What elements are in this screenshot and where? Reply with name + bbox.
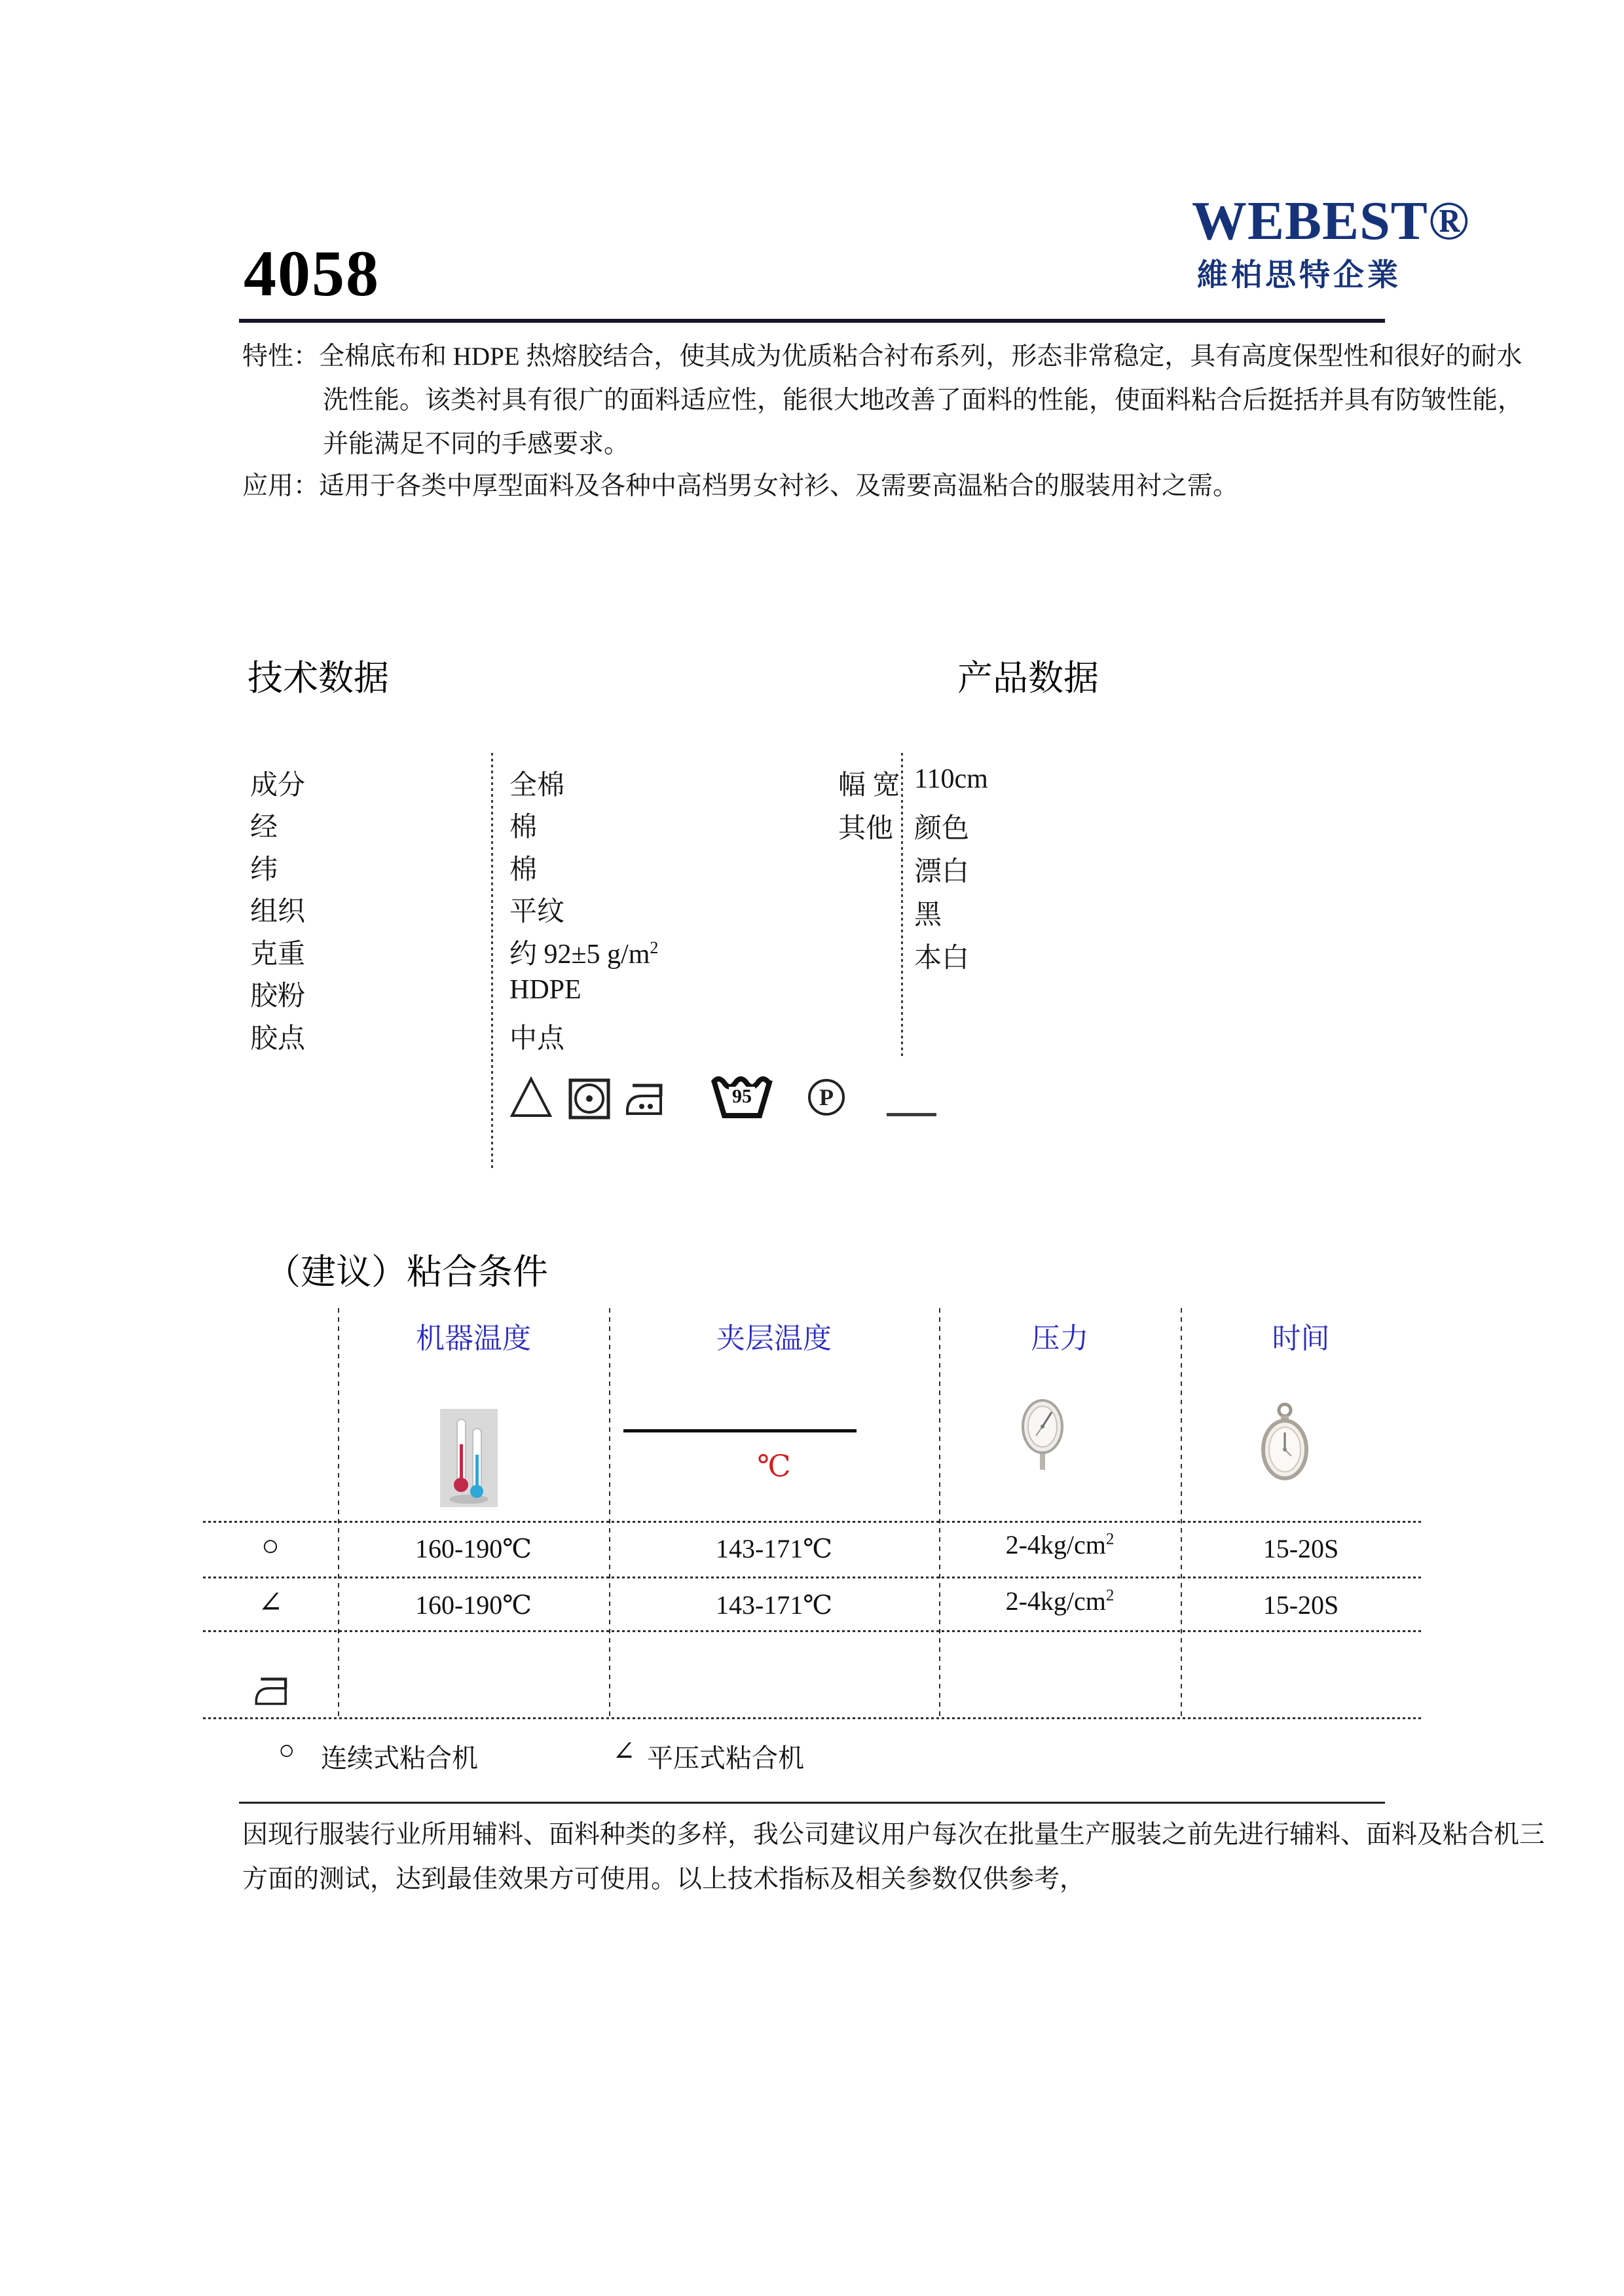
registered-mark: ®	[1428, 191, 1470, 251]
legend-continuous-symbol: ○	[278, 1736, 295, 1766]
column-header-pressure: 压力	[1031, 1322, 1089, 1355]
tech-data-title: 技术数据	[248, 659, 389, 698]
pressure-value	[939, 1529, 1181, 1560]
row-label: 胶点	[250, 1024, 306, 1054]
tumble-dry-icon	[568, 1078, 610, 1120]
footer-line-1: 因现行服装行业所用辅料、面料种类的多样，我公司建议用户每次在批量生产服装之前先进行辅料、面料及粘合机三	[242, 1821, 1545, 1849]
dry-clean-p-icon	[807, 1078, 846, 1117]
pressure-base: 2-4kg/cm	[1005, 1586, 1106, 1616]
bonding-col-divider	[609, 1308, 610, 1717]
bonding-col-divider	[939, 1308, 940, 1717]
company-name: 維柏思特企業	[1197, 259, 1401, 293]
row-value: 漂白	[914, 857, 970, 887]
row-value: HDPE	[509, 975, 581, 1005]
row-value: 110cm	[914, 764, 988, 794]
application-line: 应用：适用于各类中厚型面料及各种中高档男女衬衫、及需要高温粘合的服装用衬之需。	[242, 472, 1239, 500]
bonding-col-divider	[338, 1308, 339, 1717]
pressure-sup: 2	[1105, 1586, 1115, 1605]
row-label: 胶粉	[250, 981, 306, 1011]
bonding-col-divider	[1181, 1308, 1182, 1717]
pressure-base: 2-4kg/cm	[1005, 1530, 1106, 1559]
machine-temp-value: 160-190℃	[415, 1534, 532, 1563]
row-value: 黑	[914, 900, 942, 930]
row-value: 棉	[509, 855, 538, 885]
celsius-label: ℃	[757, 1449, 791, 1483]
weight-value: 约 92±5 g/m	[509, 939, 650, 970]
bonding-row-separator	[203, 1576, 1421, 1578]
interlayer-temp-value: 143-171℃	[715, 1590, 833, 1620]
feature-line-2: 洗性能。该类衬具有很广的面料适应性，能很大地改善了面料的性能，使面料粘合后挺括并具有防皱性能，	[323, 386, 1524, 414]
interlayer-temp-value: 143-171℃	[715, 1534, 833, 1563]
stopwatch-icon	[1259, 1401, 1311, 1484]
feature-line-1: 特性：全棉底布和 HDPE 热熔胶结合，使其成为优质粘合衬布系列，形态非常稳定，具有高度保型性和很好的耐水	[242, 342, 1522, 371]
feature-line-3: 并能满足不同的手感要求。	[323, 430, 630, 458]
row-label: 成分	[250, 771, 306, 801]
legend-flat-symbol: ∠	[612, 1737, 636, 1767]
row-value: 棉	[509, 812, 538, 843]
brand-logo	[1192, 191, 1470, 251]
thermometer-icon	[440, 1409, 498, 1510]
interlayer-temp-line	[623, 1429, 857, 1432]
header-rule	[239, 319, 1385, 323]
iron-row-icon	[253, 1673, 291, 1713]
bonding-row-separator	[203, 1717, 1421, 1719]
pressure-sup: 2	[1105, 1530, 1115, 1548]
legend-flat-label: 平压式粘合机	[647, 1743, 804, 1773]
row-value: 中点	[509, 1024, 565, 1054]
column-header-time: 时间	[1272, 1322, 1330, 1355]
row-label: 克重	[250, 939, 306, 970]
time-value: 15-20S	[1263, 1590, 1339, 1620]
row-label: 纬	[250, 855, 278, 885]
blank-symbol-line	[887, 1113, 936, 1116]
row-value: 本白	[914, 943, 970, 974]
weight-value-sup: 2	[650, 938, 659, 957]
bonding-row-separator	[203, 1521, 1421, 1523]
page-title: 4058	[244, 237, 380, 310]
row-label: 其他	[838, 814, 894, 844]
footer-line-2: 方面的测试，达到最佳效果方可使用。以上技术指标及相关参数仅供参考，	[242, 1865, 1086, 1893]
tech-table-divider	[491, 753, 493, 1169]
row-value: 颜色	[914, 814, 970, 844]
pressure-value	[939, 1586, 1181, 1616]
dry-clean-letter: P	[819, 1084, 834, 1110]
row-value: 全棉	[509, 771, 565, 801]
row-label: 幅 宽	[838, 771, 900, 801]
wash-95-icon	[709, 1071, 775, 1121]
continuous-machine-symbol: ○	[261, 1529, 280, 1562]
brand-wordmark: WEBEST	[1192, 191, 1428, 251]
legend-continuous-label: 连续式粘合机	[321, 1743, 478, 1773]
iron-icon	[623, 1082, 667, 1118]
product-data-title: 产品数据	[957, 659, 1099, 698]
machine-temp-value: 160-190℃	[415, 1590, 532, 1620]
bleach-triangle-icon	[509, 1075, 553, 1120]
row-value: 平纹	[509, 897, 565, 927]
column-header-interlayer-temp: 夹层温度	[716, 1322, 832, 1355]
wash-temp-label: 95	[732, 1085, 752, 1107]
product-table-divider	[901, 753, 903, 1059]
pressure-gauge-icon	[1019, 1396, 1066, 1480]
flat-press-symbol: ∠	[257, 1586, 284, 1619]
row-value	[509, 932, 658, 972]
bonding-title: （建议）粘合条件	[265, 1252, 548, 1292]
time-value: 15-20S	[1263, 1534, 1339, 1563]
footer-rule	[239, 1802, 1385, 1804]
column-header-machine-temp: 机器温度	[416, 1322, 531, 1355]
row-label: 经	[250, 812, 278, 843]
bonding-row-separator	[203, 1630, 1421, 1632]
row-label: 组织	[250, 897, 306, 927]
